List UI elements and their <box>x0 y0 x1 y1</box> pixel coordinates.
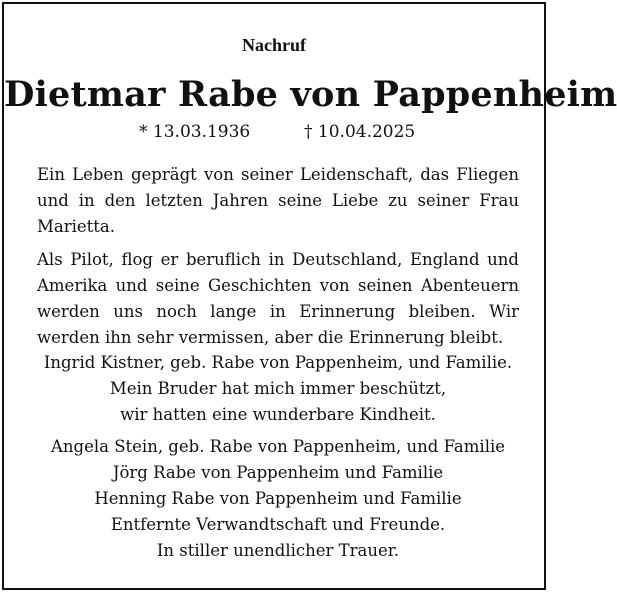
sister-message <box>37 350 519 428</box>
text-line: Ingrid Kistner, geb. Rabe von Pappenheim, und Familie. <box>43 353 513 372</box>
text-line: Ein Leben geprägt von seiner Leidenschaft, das Fliegen <box>37 165 519 184</box>
notice-kicker: Nachruf <box>242 35 306 55</box>
text-line: werden ihn sehr vermissen, aber die Erinnerung bleibt. <box>37 328 504 347</box>
text-line: und in den letzten Jahren seine Liebe zu seiner Frau <box>37 191 519 210</box>
deceased-name: Dietmar Rabe von Pappenheim <box>4 74 617 115</box>
text-line: Amerika und seine Geschichten von seinen Abenteuern <box>37 276 519 295</box>
life-dates <box>4 122 544 142</box>
tribute-paragraph-2 <box>37 247 519 351</box>
text-line: wir hatten eine wunderbare Kindheit. <box>120 405 436 424</box>
mourner-line: Henning Rabe von Pappenheim und Familie <box>94 489 462 508</box>
text-line: werden uns noch lange in Erinnerung bleiben. Wir <box>37 302 519 321</box>
death-date: † 10.04.2025 <box>304 122 416 142</box>
mourner-line: Jörg Rabe von Pappenheim und Familie <box>112 463 444 482</box>
closing-line: In stiller unendlicher Trauer. <box>156 541 400 560</box>
obituary-notice <box>2 2 617 590</box>
text-line: Mein Bruder hat mich immer beschützt, <box>109 379 447 398</box>
tribute-paragraph-1 <box>37 162 519 240</box>
text-line: Marietta. <box>37 217 116 236</box>
text-line: Als Pilot, flog er beruflich in Deutschland, England und <box>37 250 519 269</box>
mourners-list <box>37 434 519 538</box>
birth-date: * 13.03.1936 <box>139 122 251 142</box>
mourner-line: Angela Stein, geb. Rabe von Pappenheim, und Familie <box>50 437 506 456</box>
mourner-line: Entfernte Verwandtschaft und Freunde. <box>110 515 446 534</box>
